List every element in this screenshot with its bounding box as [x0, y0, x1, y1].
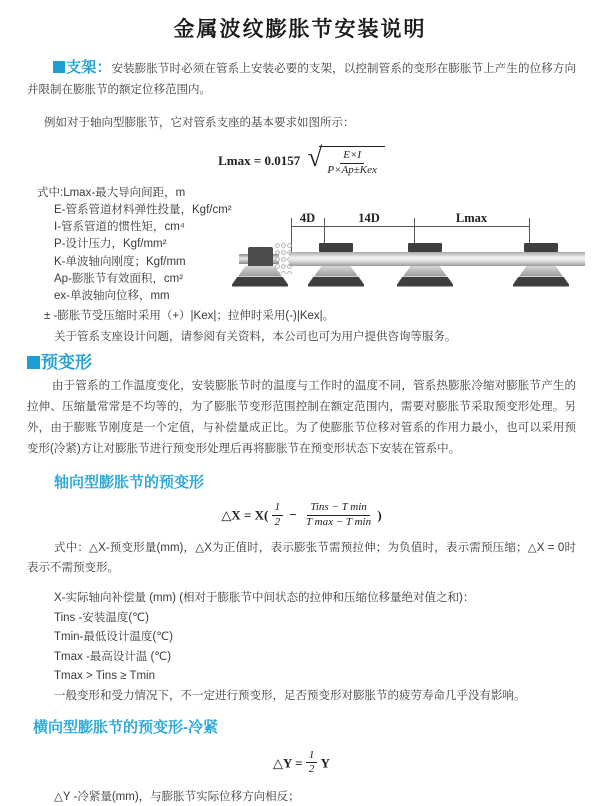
fraction-numerator: 1	[272, 501, 284, 516]
lateral-formula-rhs: Y	[320, 754, 330, 770]
radicand-fraction	[324, 149, 380, 178]
anchor-support	[232, 243, 288, 287]
predeform-paragraph: 由于管系的工作温度变化，安装膨胀节时的温度与工作时的温度不同，管系热膨胀冷缩对膨胀节产生的拉伸、压缩量常常是不均等的，为了膨胀节变形范围控制在额定范围内，需要对膨胀节采取预变形处理。另外，由于膨账节刚度是一个定值，与补偿量成正比。为了使膨胀节位移对管系的作用力最小，也可以采用预变形(冷紧)方让对膨胀节进行预变形处理后再将膨胀节在预变形状态下安装在管系中。	[27, 379, 576, 455]
support-base	[308, 277, 364, 287]
one-half-fraction	[306, 749, 318, 778]
axial-definition-line: Tmax -最高设计温 (℃)	[54, 650, 172, 663]
axial-definition-line: X-实际轴向补偿量 (mm) (相对于膨胀节中间状态的拉伸和压缩位移量绝对值之和)：	[54, 592, 475, 604]
definition-item: ex-单波轴向位移，mm	[54, 290, 170, 303]
axial-formula-lhs: △X = X(	[221, 507, 269, 523]
lmax-formula	[27, 144, 576, 178]
axial-definition-line: Tmax > Tins ≥ Tmin	[54, 670, 155, 683]
axial-definition-line: Tins -安装温度(℃)	[54, 611, 149, 624]
predeform-heading-text: 预变形	[41, 352, 92, 372]
pipe-support	[513, 243, 569, 287]
axial-definition-line: Tmin-最低设计温度(℃)	[54, 631, 173, 644]
page-title: 金属波纹膨胀节安装说明	[173, 18, 427, 41]
axial-explain-paragraph: 式中：△X-预变形量(mm)，△X为正值时，表示膨张节需预拉伸；为负值时，表示需预压缩；△X = 0时表示不需预变形。	[27, 541, 576, 574]
fraction-denominator: T max − T min	[306, 515, 372, 528]
dim-label-14d: 14D	[358, 210, 380, 225]
fraction-denominator: 2	[308, 763, 315, 776]
support-base	[232, 277, 288, 287]
support-section-label	[53, 59, 111, 76]
lmax-formula-lhs: Lmax = 0.0157	[218, 152, 301, 168]
definitions-and-diagram	[27, 185, 576, 343]
dim-label-lmax: Lmax	[455, 210, 488, 225]
one-half-fraction	[272, 501, 284, 530]
support-base	[397, 277, 453, 287]
fraction-numerator: 1	[306, 749, 318, 764]
plus-minus-note: ± -膨胀节受压缩时采用（+）|Kex|；拉伸时采用(-)|Kex|。	[44, 309, 335, 322]
axial-formula	[27, 501, 576, 530]
pipe-support	[308, 243, 364, 287]
support-pedestal	[238, 266, 282, 277]
minus-sign: −	[289, 507, 297, 523]
support-base	[513, 277, 569, 287]
blue-square-bullet-icon	[53, 61, 65, 73]
support-intro-paragraph	[27, 57, 576, 101]
definition-item: P-设计压力，Kgf/mm²	[54, 238, 167, 251]
support-pedestal	[519, 266, 563, 277]
radical-sign: √	[307, 142, 323, 172]
lateral-note: △Y -冷紧量(mm)，与膨胀节实际位移方向相反；	[54, 791, 300, 804]
definition-item: K-单波轴向刚度；Kgf/mm	[54, 255, 186, 268]
dim-label-4d: 4D	[299, 210, 316, 225]
radicand	[319, 146, 385, 178]
definition-item: 式中:Lmax-最大导向间距，m	[37, 186, 186, 199]
support-clamp	[319, 243, 353, 252]
predeform-heading	[27, 348, 576, 373]
support-clamp	[408, 243, 442, 252]
square-root-expression	[308, 144, 385, 178]
document-body	[27, 57, 576, 806]
blue-square-bullet-icon	[27, 356, 40, 369]
definition-item: E-管系管道材料弹性投量，Kgf/cm²	[54, 203, 232, 216]
pipe-support-diagram	[239, 212, 589, 316]
definition-item: I-管系管道的惯性矩，cm⁴	[54, 221, 185, 234]
support-clamp	[524, 243, 558, 252]
definition-item: Ap-膨胀节有效面积，cm²	[54, 272, 184, 285]
dimension-line	[291, 226, 529, 227]
support-example-line: 例如对于轴向型膨胀节，它对管系支座的基本要求如图所示：	[44, 116, 355, 129]
pipe-support	[397, 243, 453, 287]
lateral-subheading: 横向型膨胀节的预变形-冷紧	[33, 718, 218, 736]
axial-formula-rhs: )	[377, 507, 382, 523]
support-intro-text: 安装膨胀节时必须在管系上安装必要的支架，以控制管系的变形在膨胀节上产生的位移方向并限制在膨胀节的额定位移范围内。	[27, 63, 576, 96]
fraction-denominator: P×Ap±Kex	[327, 163, 377, 176]
lateral-formula	[27, 749, 576, 778]
support-label-text: 支架：	[66, 59, 112, 76]
support-pedestal	[403, 266, 447, 277]
fraction-numerator: E×I	[340, 149, 364, 164]
temperature-fraction	[303, 501, 374, 530]
lateral-formula-lhs: △Y =	[273, 754, 303, 770]
support-closing-note: 关于管系支座设计问题，请参阅有关资料，本公司也可为用户提供咨询等服务。	[54, 330, 457, 343]
axial-definition-line: 一般变形和受力情况下，不一定进行预变形，足否预变形对膨胀节的疲劳寿命几乎没有影响。	[54, 689, 526, 702]
fraction-numerator: Tins − T min	[307, 501, 369, 516]
support-pedestal	[314, 266, 358, 277]
fraction-denominator: 2	[274, 515, 281, 528]
axial-subheading: 轴向型膨胀节的预变形	[54, 474, 205, 491]
